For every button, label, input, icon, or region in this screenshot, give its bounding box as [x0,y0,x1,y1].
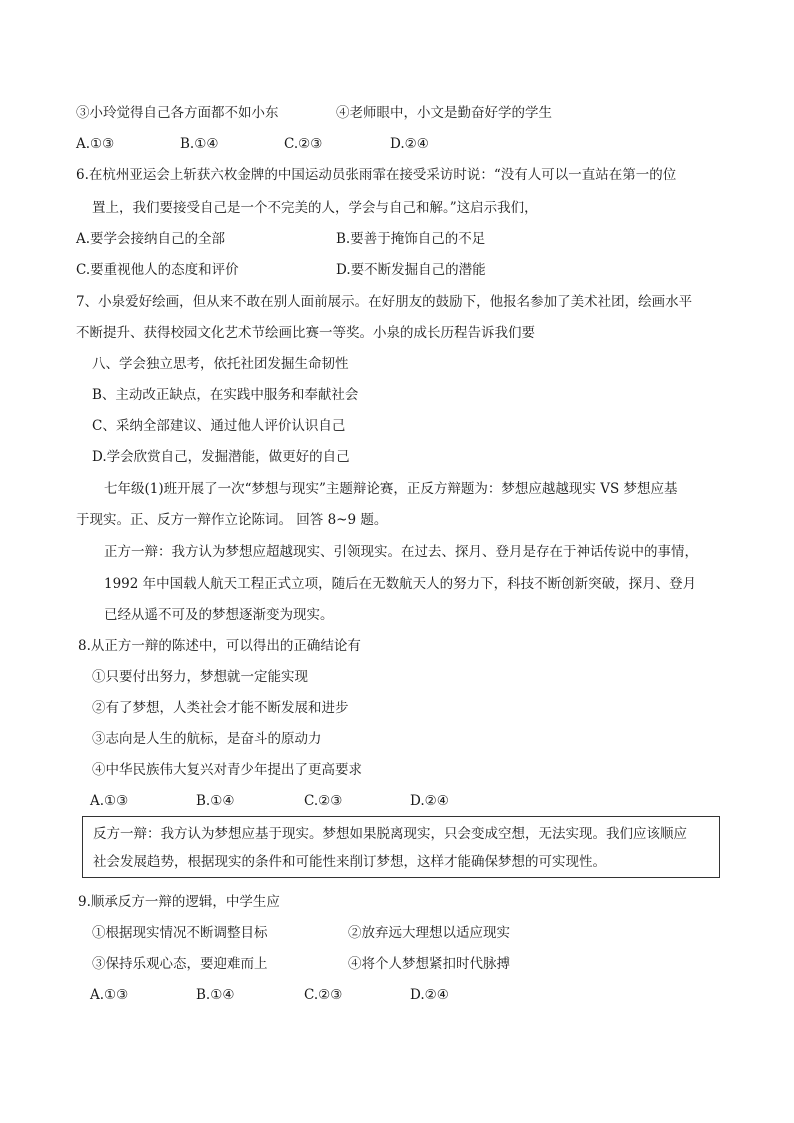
con-argument-box [82,816,720,878]
q8-stem: 8.从正方一辩的陈述中，可以得出的正确结论有 [78,638,361,654]
q9-option-b: B.①④ [196,987,235,1003]
q7-option-d: D.学会欣赏自己，发掘潜能，做更好的自己 [92,449,350,465]
q7-option-c: C、采纳全部建议、通过他人评价认识自己 [92,418,346,434]
pro-argument-line-2: 1992 年中国载人航天工程正式立项，随后在无数航天人的努力下，科技不断创新突破，探月、登月 [104,576,697,592]
q7-stem-line-2: 不断提升、获得校园文化艺术节绘画比赛一等奖。小泉的成长历程告诉我们要 [76,325,535,341]
q8-option-b: B.①④ [196,793,235,809]
q5-item-3: ③小玲觉得自己各方面都不如小东 [76,105,279,121]
q9-option-a: A.①③ [90,987,129,1003]
q8-item-2: ②有了梦想，人类社会才能不断发展和进步 [92,700,349,716]
q6-option-b: B.要善于掩饰自己的不足 [336,231,486,247]
q9-item-3: ③保持乐观心态，要迎难而上 [92,956,268,972]
q5-option-b: B.①④ [180,136,219,152]
q6-option-d: D.要不断发掘自己的潜能 [336,262,486,278]
q5-option-d: D.②④ [390,136,429,152]
q5-item-4: ④老师眼中，小文是勤奋好学的学生 [336,105,552,121]
debate-intro-line-1: 七年级(1)班开展了一次“梦想与现实”主题辩论赛，正反方辩题为：梦想应越越现实 VS 梦想应基 [104,481,678,497]
q9-stem: 9.顺承反方一辩的逻辑，中学生应 [78,894,280,910]
q9-item-4: ④将个人梦想紧扣时代脉搏 [348,956,510,972]
q8-item-4: ④中华民族伟大复兴对青少年提出了更高要求 [92,762,362,778]
q6-option-c: C.要重视他人的态度和评价 [76,262,239,278]
q9-option-d: D.②④ [410,987,449,1003]
q9-item-1: ①根据现实情况不断调整目标 [92,925,268,941]
q8-option-a: A.①③ [90,793,129,809]
q7-option-b: B、主动改正缺点，在实践中服务和奉献社会 [92,387,359,403]
q8-option-c: C.②③ [304,793,343,809]
q7-stem-line-1: 7、小泉爱好绘画，但从来不敢在别人面前展示。在好朋友的鼓励下，他报名参加了美术社团，绘画水平 [76,294,693,310]
debate-intro-line-2: 于现实。正、反方一辩作立论陈词。 回答 8~9 题。 [76,512,388,528]
q8-item-1: ①只要付出努力，梦想就一定能实现 [92,669,308,685]
q9-option-c: C.②③ [304,987,343,1003]
q8-item-3: ③志向是人生的航标，是奋斗的原动力 [92,731,322,747]
q5-option-c: C.②③ [284,136,323,152]
pro-argument-line-3: 已经从遥不可及的梦想逐渐变为现实。 [104,607,334,623]
q7-option-a: 八、学会独立思考，依托社团发掘生命韧性 [92,356,349,372]
con-argument-line-1: 反方一辩：我方认为梦想应基于现实。梦想如果脱离现实，只会变成空想，无法实现。我们应该顺应 [93,826,687,842]
q5-option-a: A.①③ [76,136,115,152]
pro-argument-line-1: 正方一辩：我方认为梦想应超越现实、引领现实。在过去、探月、登月是存在于神话传说中的事情， [104,544,698,560]
q6-stem-line-2: 置上，我们要接受自己是一个不完美的人，学会与自己和解。”这启示我们， [92,200,538,216]
q6-stem-line-1: 6.在杭州亚运会上斩获六枚金牌的中国运动员张雨霏在接受采访时说：“没有人可以一直站在第一的位 [76,167,677,183]
q9-item-2: ②放弃远大理想以适应现实 [348,925,510,941]
q6-option-a: A.要学会接纳自己的全部 [76,231,226,247]
con-argument-line-2: 社会发展趋势，根据现实的条件和可能性来削订梦想，这样才能确保梦想的可实现性。 [93,854,606,870]
q8-option-d: D.②④ [410,793,449,809]
